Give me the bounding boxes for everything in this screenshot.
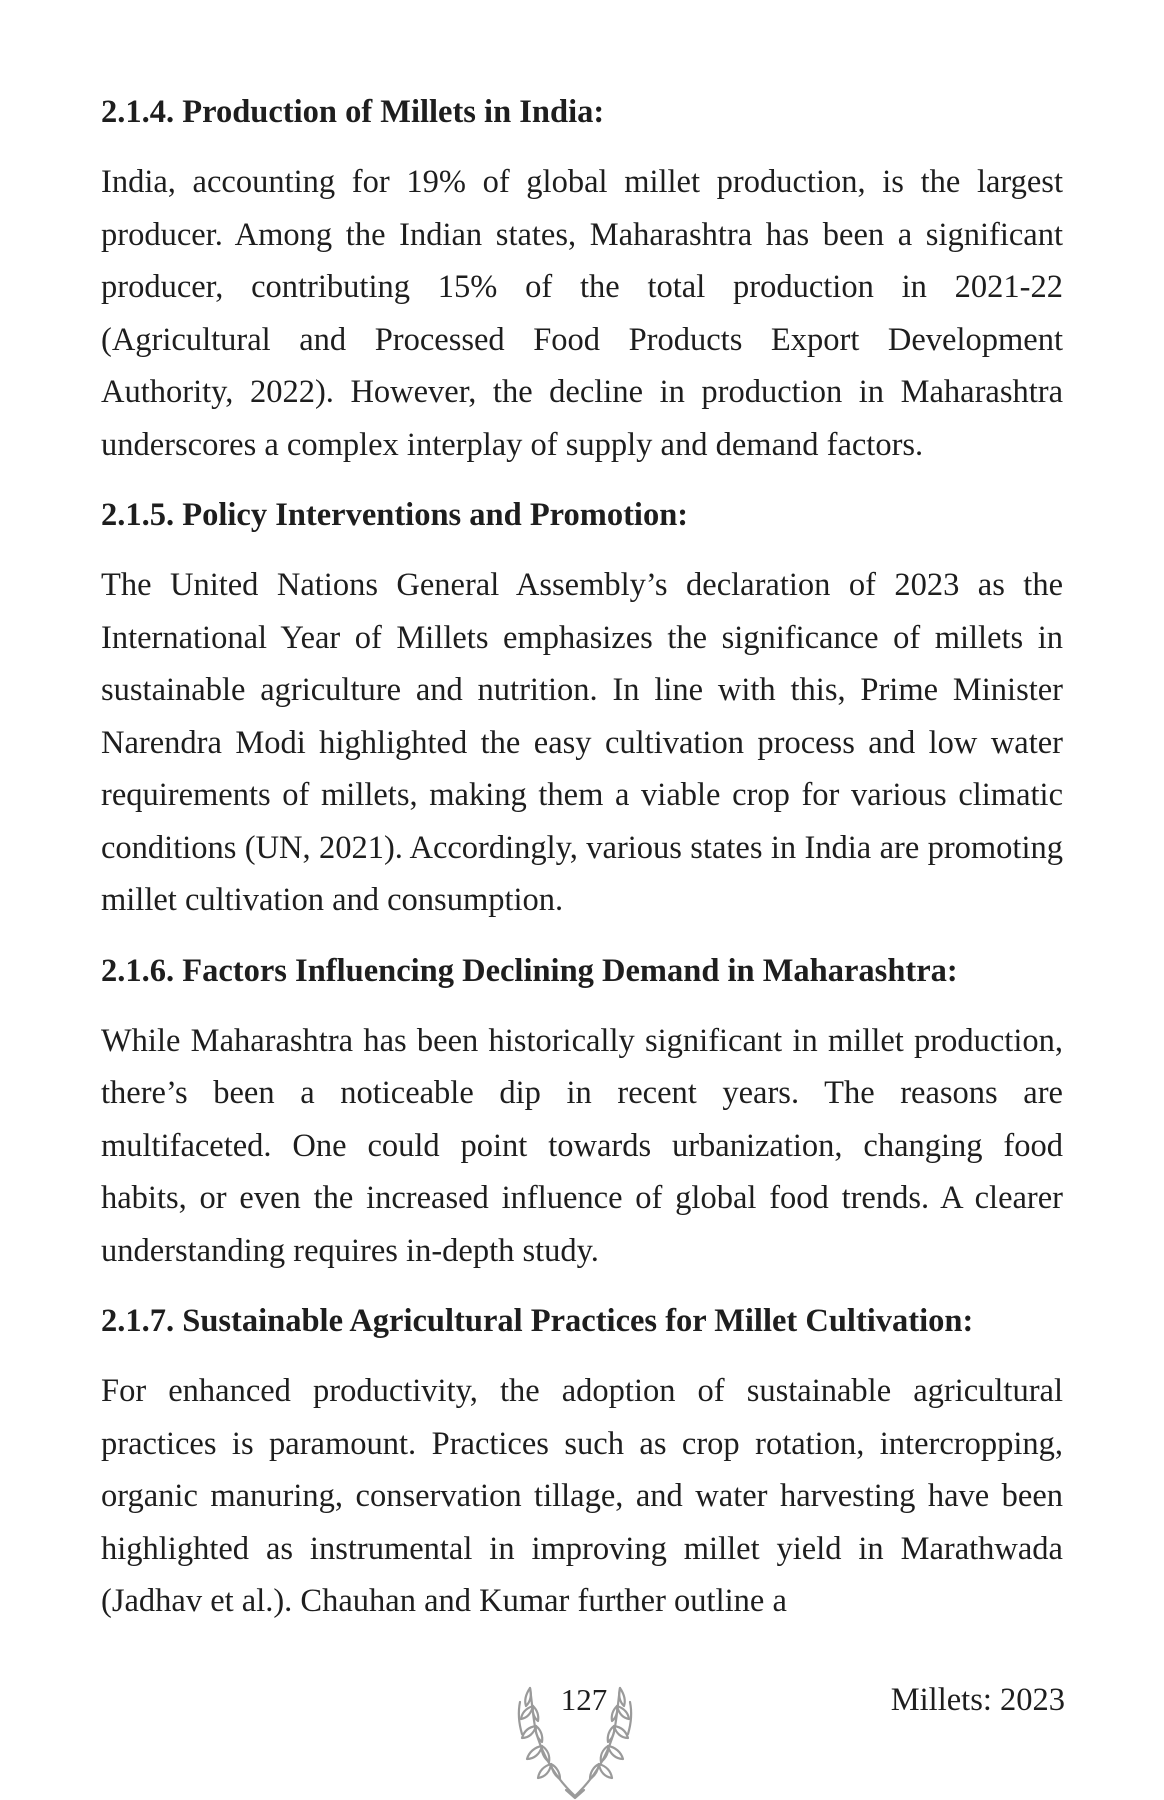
section-paragraph: While Maharashtra has been historically significant in millet production, there’s been a noticeable dip in recent years. The reasons are multifaceted. One could point towards urbanization, changing food habits, or even the increased influence of global food trends. A clearer understanding requires in-depth study.: [101, 1022, 1063, 1269]
page-content: [101, 86, 1063, 1646]
section-paragraph: For enhanced productivity, the adoption of sustainable agricultural practices is paramount. Practices such as crop rotation, intercropping, organic manuring, conservation tillage, and water harvesting have been highlighted as instrumental in improving millet yield in Marathwada (Jadhav et al.). Chauhan and Kumar further outline a: [101, 1373, 1063, 1619]
section-2-1-7: [101, 1295, 1063, 1628]
section-heading: 2.1.5. Policy Interventions and Promotion:: [101, 497, 689, 533]
section-paragraph: India, accounting for 19% of global millet production, is the largest producer. Among the Indian states, Maharashtra has been a significant producer, contributing 15% of the total production in 2021-22 (Agricultural and Processed Food Products Export Development Authority, 2022). However, the decline in production in Maharashtra underscores a complex interplay of supply and demand factors.: [101, 164, 1063, 463]
section-2-1-4: [101, 86, 1063, 471]
page-number: 127: [560, 1682, 608, 1717]
section-2-1-5: [101, 489, 1063, 927]
section-2-1-6: [101, 945, 1063, 1278]
section-heading: 2.1.7. Sustainable Agricultural Practices for Millet Cultivation:: [101, 1303, 974, 1339]
running-title: Millets: 2023: [890, 1682, 1065, 1718]
section-heading: 2.1.4. Production of Millets in India:: [101, 94, 605, 130]
section-paragraph: The United Nations General Assembly’s declaration of 2023 as the International Year of Millets emphasizes the significance of millets in sustainable agriculture and nutrition. In line with this, Prime Minister Narendra Modi highlighted the easy cultivation process and low water requirements of millets, making them a viable crop for various climatic conditions (UN, 2021). Accordingly, various states in India are promoting millet cultivation and consumption.: [101, 567, 1063, 918]
section-heading: 2.1.6. Factors Influencing Declining Demand in Maharashtra:: [101, 952, 958, 989]
page-footer: [0, 1670, 1164, 1800]
